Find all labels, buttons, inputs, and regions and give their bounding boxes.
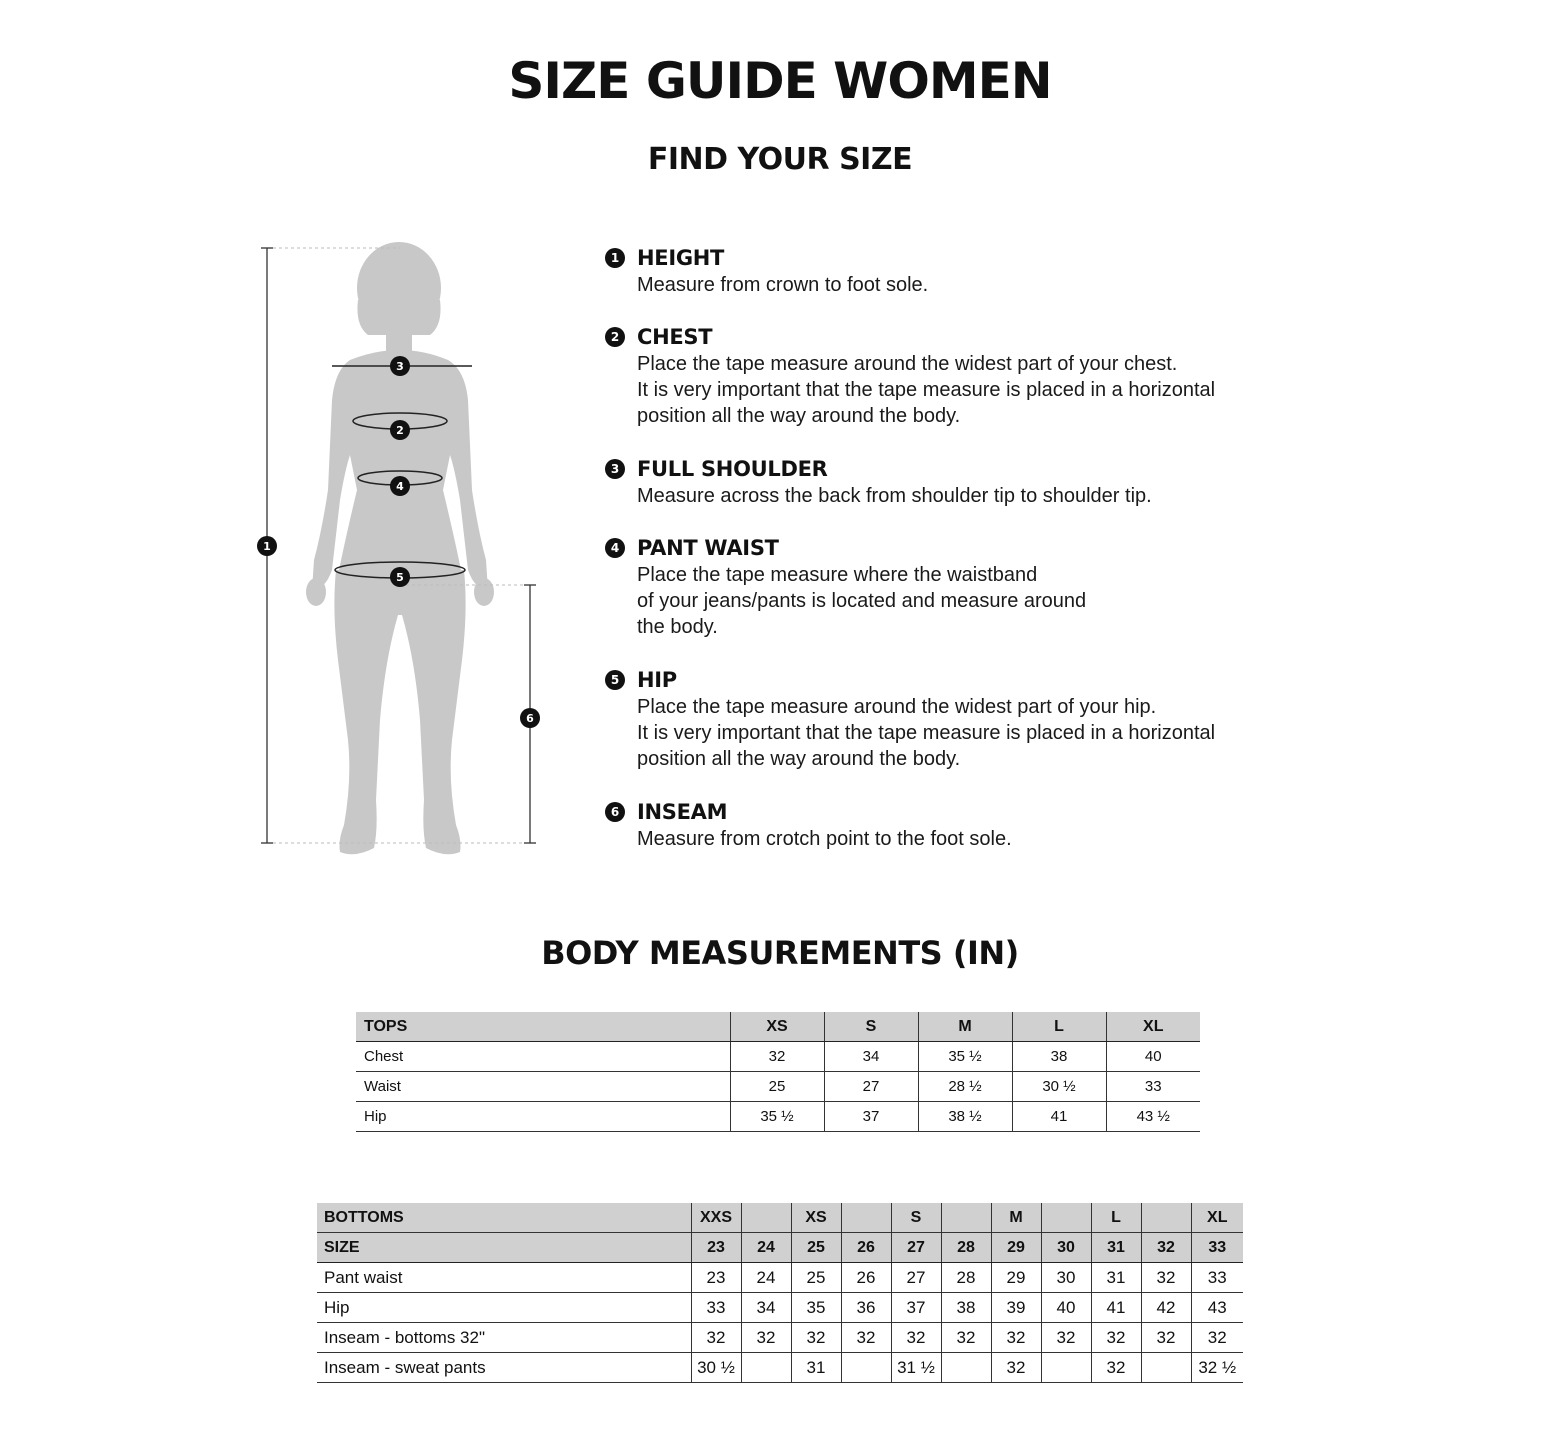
table-cell: 30 (1041, 1263, 1091, 1293)
table-row (317, 1263, 1243, 1293)
table-cell: 32 (891, 1323, 941, 1353)
table-cell: 24 (741, 1263, 791, 1293)
row-label: Hip (356, 1102, 730, 1132)
svg-text:2: 2 (396, 424, 404, 437)
section-title: BODY MEASUREMENTS (IN) (541, 934, 1019, 972)
step-number: 3 (605, 459, 625, 479)
table-cell: 32 (691, 1323, 741, 1353)
table-row (317, 1323, 1243, 1353)
table-cell: 23 (691, 1263, 741, 1293)
svg-text:6: 6 (526, 712, 534, 725)
table-cell: 36 (841, 1293, 891, 1323)
table-cell: 27 (891, 1263, 941, 1293)
table-cell: 31 ½ (891, 1353, 941, 1383)
size-row (317, 1233, 1243, 1263)
instruction-text: Measure across the back from shoulder tip to shoulder tip. (637, 485, 1152, 507)
table-cell (1041, 1353, 1091, 1383)
step-number: 2 (605, 327, 625, 347)
table-cell: 26 (841, 1263, 891, 1293)
header-cell: XS (791, 1203, 841, 1233)
header-cell: 26 (841, 1233, 891, 1263)
table-cell: 30 ½ (691, 1353, 741, 1383)
table-cell: 32 (1041, 1323, 1091, 1353)
header-cell: 28 (941, 1233, 991, 1263)
table-cell: 37 (824, 1102, 918, 1132)
instruction-inseam (605, 798, 1305, 852)
header-cell: TOPS (356, 1012, 730, 1042)
header-cell: M (991, 1203, 1041, 1233)
marker-5 (390, 567, 410, 587)
table-cell: 43 ½ (1106, 1102, 1200, 1132)
table-cell: 34 (824, 1042, 918, 1072)
table-cell: 28 ½ (918, 1072, 1012, 1102)
instruction-text: Place the tape measure where the waistband of your jeans/pants is located and measure around the body. (637, 564, 1087, 638)
table-cell: 25 (730, 1072, 824, 1102)
instruction-height (605, 244, 1305, 298)
header-cell: XL (1191, 1203, 1243, 1233)
table-cell: 32 (730, 1042, 824, 1072)
marker-2 (390, 420, 410, 440)
header-cell: SIZE (317, 1233, 691, 1263)
table-header-row (356, 1012, 1200, 1042)
instruction-chest (605, 323, 1305, 429)
header-cell: M (918, 1012, 1012, 1042)
instruction-heading: HIP (637, 668, 677, 692)
table-cell: 25 (791, 1263, 841, 1293)
tops-size-table (356, 1012, 1200, 1132)
header-cell: 27 (891, 1233, 941, 1263)
table-cell: 32 (1191, 1323, 1243, 1353)
page-subtitle: FIND YOUR SIZE (647, 142, 913, 177)
header-cell (1041, 1203, 1091, 1233)
table-cell: 41 (1012, 1102, 1106, 1132)
instruction-pant-waist (605, 534, 1305, 640)
header-cell: L (1012, 1012, 1106, 1042)
table-cell: 35 (791, 1293, 841, 1323)
header-cell (841, 1203, 891, 1233)
header-cell: 25 (791, 1233, 841, 1263)
instruction-heading: PANT WAIST (637, 536, 779, 560)
header-cell: S (891, 1203, 941, 1233)
table-cell: 33 (691, 1293, 741, 1323)
table-cell: 32 (1091, 1323, 1141, 1353)
table-cell: 40 (1041, 1293, 1091, 1323)
table-cell: 38 ½ (918, 1102, 1012, 1132)
table-header-row (317, 1203, 1243, 1233)
instruction-heading: HEIGHT (637, 246, 725, 270)
table-cell: 34 (741, 1293, 791, 1323)
instruction-heading: CHEST (637, 325, 713, 349)
instruction-hip (605, 666, 1305, 772)
table-cell: 32 (991, 1323, 1041, 1353)
table-row (356, 1072, 1200, 1102)
marker-4 (390, 476, 410, 496)
svg-text:5: 5 (396, 571, 404, 584)
table-cell: 38 (1012, 1042, 1106, 1072)
header-cell: BOTTOMS (317, 1203, 691, 1233)
table-cell: 33 (1191, 1263, 1243, 1293)
svg-text:4: 4 (396, 480, 404, 493)
header-cell: 33 (1191, 1233, 1243, 1263)
table-cell: 32 ½ (1191, 1353, 1243, 1383)
header-cell: S (824, 1012, 918, 1042)
table-cell (841, 1353, 891, 1383)
table-cell: 39 (991, 1293, 1041, 1323)
marker-6 (520, 708, 540, 728)
table-cell: 35 ½ (730, 1102, 824, 1132)
table-cell (941, 1353, 991, 1383)
marker-1 (257, 536, 277, 556)
row-label: Inseam - bottoms 32" (317, 1323, 691, 1353)
table-cell: 27 (824, 1072, 918, 1102)
table-cell: 40 (1106, 1042, 1200, 1072)
instruction-heading: INSEAM (637, 800, 728, 824)
marker-3 (390, 356, 410, 376)
table-cell: 32 (1141, 1263, 1191, 1293)
table-cell: 32 (791, 1323, 841, 1353)
table-row (356, 1042, 1200, 1072)
table-cell: 42 (1141, 1293, 1191, 1323)
table-cell: 30 ½ (1012, 1072, 1106, 1102)
table-cell: 41 (1091, 1293, 1141, 1323)
header-cell (1141, 1203, 1191, 1233)
header-cell: 23 (691, 1233, 741, 1263)
header-cell (741, 1203, 791, 1233)
table-row (356, 1102, 1200, 1132)
table-cell: 43 (1191, 1293, 1243, 1323)
header-cell: 32 (1141, 1233, 1191, 1263)
table-cell: 32 (1091, 1353, 1141, 1383)
table-cell: 32 (941, 1323, 991, 1353)
table-cell: 32 (741, 1323, 791, 1353)
table-cell: 35 ½ (918, 1042, 1012, 1072)
step-number: 1 (605, 248, 625, 268)
header-cell (941, 1203, 991, 1233)
table-cell: 28 (941, 1263, 991, 1293)
page-title: SIZE GUIDE WOMEN (508, 52, 1052, 110)
table-cell: 33 (1106, 1072, 1200, 1102)
table-cell (1141, 1353, 1191, 1383)
table-cell: 29 (991, 1263, 1041, 1293)
step-number: 5 (605, 670, 625, 690)
header-cell: XL (1106, 1012, 1200, 1042)
header-cell: 24 (741, 1233, 791, 1263)
body-figure (250, 240, 550, 870)
svg-text:3: 3 (396, 360, 404, 373)
table-cell: 31 (791, 1353, 841, 1383)
table-cell: 32 (1141, 1323, 1191, 1353)
header-cell: XS (730, 1012, 824, 1042)
row-label: Inseam - sweat pants (317, 1353, 691, 1383)
step-number: 6 (605, 802, 625, 822)
instruction-heading: FULL SHOULDER (637, 457, 828, 481)
table-cell: 32 (991, 1353, 1041, 1383)
step-number: 4 (605, 538, 625, 558)
instruction-text: Measure from crown to foot sole. (637, 274, 929, 296)
table-cell: 32 (841, 1323, 891, 1353)
bottoms-size-table (317, 1203, 1243, 1383)
table-cell: 37 (891, 1293, 941, 1323)
svg-text:1: 1 (263, 540, 271, 553)
header-cell: XXS (691, 1203, 741, 1233)
row-label: Waist (356, 1072, 730, 1102)
table-cell (741, 1353, 791, 1383)
header-cell: L (1091, 1203, 1141, 1233)
instruction-text: Place the tape measure around the widest part of your hip. It is very important that the tape measure is placed in a horizontal position all the way around the body. (637, 696, 1216, 770)
row-label: Chest (356, 1042, 730, 1072)
instruction-full-shoulder (605, 455, 1305, 509)
table-row (317, 1353, 1243, 1383)
table-cell: 38 (941, 1293, 991, 1323)
header-cell: 29 (991, 1233, 1041, 1263)
female-silhouette (306, 242, 494, 854)
instruction-text: Measure from crotch point to the foot sole. (637, 828, 1012, 850)
row-label: Pant waist (317, 1263, 691, 1293)
table-row (317, 1293, 1243, 1323)
row-label: Hip (317, 1293, 691, 1323)
instruction-text: Place the tape measure around the widest part of your chest. It is very important that the tape measure is placed in a horizontal position all the way around the body. (637, 353, 1216, 427)
header-cell: 31 (1091, 1233, 1141, 1263)
header-cell: 30 (1041, 1233, 1091, 1263)
table-cell: 31 (1091, 1263, 1141, 1293)
